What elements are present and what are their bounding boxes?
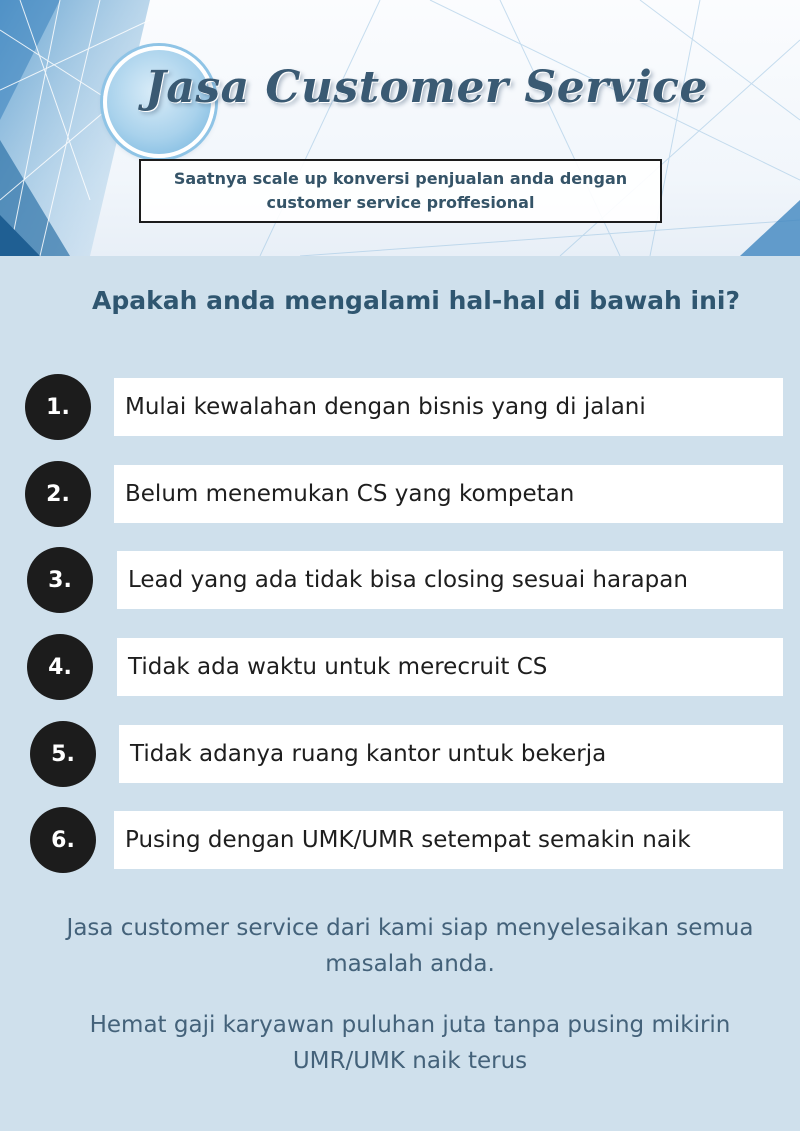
list-item-text: Tidak adanya ruang kantor untuk bekerja [119,725,783,783]
list-item-text: Mulai kewalahan dengan bisnis yang di jalani [114,378,783,436]
list-item [0,638,800,698]
list-item [0,378,800,438]
page-title: Jasa Customer Service [145,62,708,113]
closing-paragraph-1: Jasa customer service dari kami siap menyelesaikan semua masalah anda. [66,915,754,977]
number-badge: 4. [27,634,93,700]
number-badge: 3. [27,547,93,613]
tagline-line-2: customer service proffesional [266,193,535,212]
number-badge: 5. [30,721,96,787]
list-item [0,551,800,611]
number-badge: 2. [25,461,91,527]
list-item [0,725,800,785]
closing-paragraph-2: Hemat gaji karyawan puluhan juta tanpa pusing mikirin UMR/UMK naik terus [89,1012,731,1074]
question-heading: Apakah anda mengalami hal-hal di bawah ini? [92,286,740,315]
list-item-text: Tidak ada waktu untuk merecruit CS [117,638,783,696]
list-item [0,465,800,525]
list-item-text: Lead yang ada tidak bisa closing sesuai harapan [117,551,783,609]
number-badge: 6. [30,807,96,873]
list-item-text: Belum menemukan CS yang kompetan [114,465,783,523]
list-item-text: Pusing dengan UMK/UMR setempat semakin naik [114,811,783,869]
tagline-box [139,159,662,223]
number-badge: 1. [25,374,91,440]
list-item [0,811,800,871]
tagline-line-1: Saatnya scale up konversi penjualan anda dengan [173,169,628,188]
header-banner [0,0,800,256]
